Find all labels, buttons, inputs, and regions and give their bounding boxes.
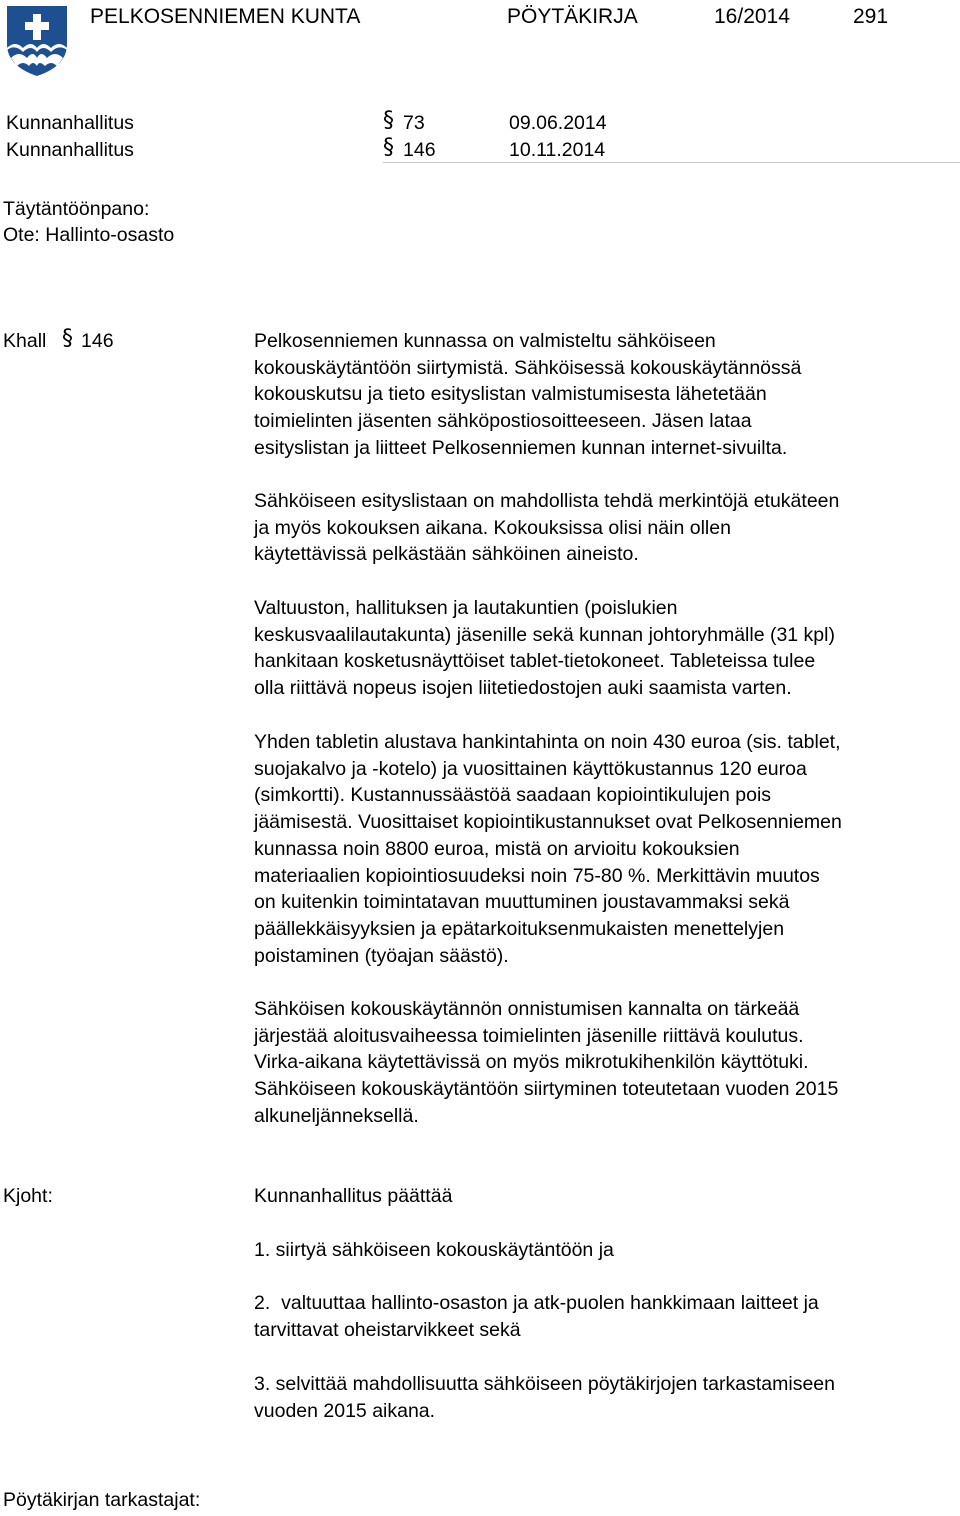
paragraph-line: toimielinten jäsenten sähköpostiosoitteeseen. Jäsen lataa (254, 410, 752, 433)
history-divider (383, 162, 960, 163)
paragraph-line: Virka-aikana käytettävissä on myös mikrotukihenkilön käyttötuki. (254, 1051, 809, 1074)
paragraph-line: (simkortti). Kustannussäästöä saadaan kopiointikulujen pois (254, 784, 772, 807)
section-symbol: § (383, 135, 394, 160)
proposal-label: Kjoht: (3, 1185, 53, 1207)
history-date: 10.11.2014 (509, 139, 606, 161)
paragraph-line: kokouskutsu ja tieto esityslistan valmistumisesta lähetetään (254, 383, 767, 406)
proposal-item (254, 1371, 956, 1424)
history-number: 146 (403, 139, 436, 161)
paragraph-line: Valtuuston, hallituksen ja lautakuntien (poislukien (254, 597, 678, 619)
paragraph (254, 996, 956, 1130)
paragraph-line: olla riittävä nopeus isojen liitetiedostojen auki saamista varten. (254, 677, 792, 700)
paragraph-line: järjestää aloitusvaiheessa toimielinten jäsenille riittävä koulutus. (254, 1024, 804, 1047)
history-body: Kunnanhallitus (6, 139, 134, 161)
paragraph-line: materiaalien kopiointiosuudeksi noin 75-80 %. Merkittävin muutos (254, 864, 820, 887)
proposal-item-line: 3. selvittää mahdollisuutta sähköiseen pöytäkirjojen tarkastamiseen (254, 1373, 835, 1395)
page-number: 291 (853, 5, 889, 28)
item-ref-prefix: Khall (3, 330, 47, 352)
proposal-intro: Kunnanhallitus päättää (254, 1185, 453, 1207)
paragraph-line: keskusvaalilautakunta) jäsenille sekä kunnan johtoryhmälle (31 kpl) (254, 623, 835, 646)
proposal-item-line: tarvittavat oheistarvikkeet sekä (254, 1318, 521, 1341)
history-date: 09.06.2014 (509, 112, 607, 134)
proposal-item-line: 1. siirtyä sähköiseen kokouskäytäntöön ja (254, 1239, 614, 1261)
paragraph-line: kokouskäytäntöön siirtymistä. Sähköisessä kokouskäytännössä (254, 356, 802, 379)
history-body: Kunnanhallitus (6, 112, 134, 134)
paragraph-line: on kuitenkin toimintatavan muuttuminen joustavammaksi sekä (254, 891, 790, 914)
paragraph (254, 328, 956, 462)
implementation-extract: Ote: Hallinto-osasto (3, 224, 175, 246)
implementation-label: Täytäntöönpano: (3, 198, 150, 220)
paragraph-line: jäämisestä. Vuosittaiset kopiointikustannukset ovat Pelkosenniemen (254, 811, 842, 834)
paragraph-line: käytettävissä pelkästään sähköinen aineisto. (254, 543, 639, 566)
item-ref-number: 146 (81, 330, 114, 352)
paragraph (254, 488, 956, 568)
section-symbol: § (383, 108, 394, 133)
paragraph-line: esityslistan ja liitteet Pelkosenniemen kunnan internet-sivuilta. (254, 436, 788, 459)
paragraph (254, 595, 956, 702)
paragraph-line: Sähköiseen kokouskäytäntöön siirtyminen toteutetaan vuoden 2015 (254, 1078, 839, 1101)
paragraph (254, 729, 956, 969)
proposal-item-line: vuoden 2015 aikana. (254, 1399, 436, 1422)
history-number: 73 (403, 112, 425, 134)
issue-number: 16/2014 (714, 5, 790, 28)
paragraph-line: päällekkäisyyksien ja epätarkoituksenmukaisten menettelyjen (254, 917, 785, 940)
proposal-item-line: 2. valtuuttaa hallinto-osaston ja atk-puolen hankkimaan laitteet ja (254, 1292, 819, 1314)
proposal-item (254, 1237, 956, 1264)
paragraph-line: suojakalvo ja -kotelo) ja vuosittainen käyttökustannus 120 euroa (254, 757, 807, 780)
document-type: PÖYTÄKIRJA (507, 5, 638, 28)
paragraph-line: Yhden tabletin alustava hankintahinta on noin 430 euroa (sis. tablet, (254, 731, 841, 753)
paragraph-line: kunnassa noin 8800 euroa, mistä on arvioitu kokouksien (254, 837, 740, 860)
paragraph-line: ja myös kokouksen aikana. Kokouksissa olisi näin ollen (254, 516, 731, 539)
coat-of-arms-icon (5, 4, 69, 78)
paragraph-line: Sähköisen kokouskäytännön onnistumisen kannalta on tärkeää (254, 998, 800, 1020)
proposal-item (254, 1290, 956, 1343)
reviewers-label: Pöytäkirjan tarkastajat: (3, 1489, 201, 1511)
paragraph-line: alkuneljänneksellä. (254, 1104, 419, 1127)
municipality-name: PELKOSENNIEMEN KUNTA (90, 5, 361, 28)
paragraph-line: hankitaan kosketusnäyttöiset tablet-tietokoneet. Tableteissa tulee (254, 650, 816, 673)
paragraph-line: Sähköiseen esityslistaan on mahdollista tehdä merkintöjä etukäteen (254, 490, 840, 512)
paragraph-line: poistaminen (työajan säästö). (254, 944, 509, 967)
section-symbol: § (62, 326, 73, 351)
paragraph-line: Pelkosenniemen kunnassa on valmisteltu sähköiseen (254, 330, 716, 352)
